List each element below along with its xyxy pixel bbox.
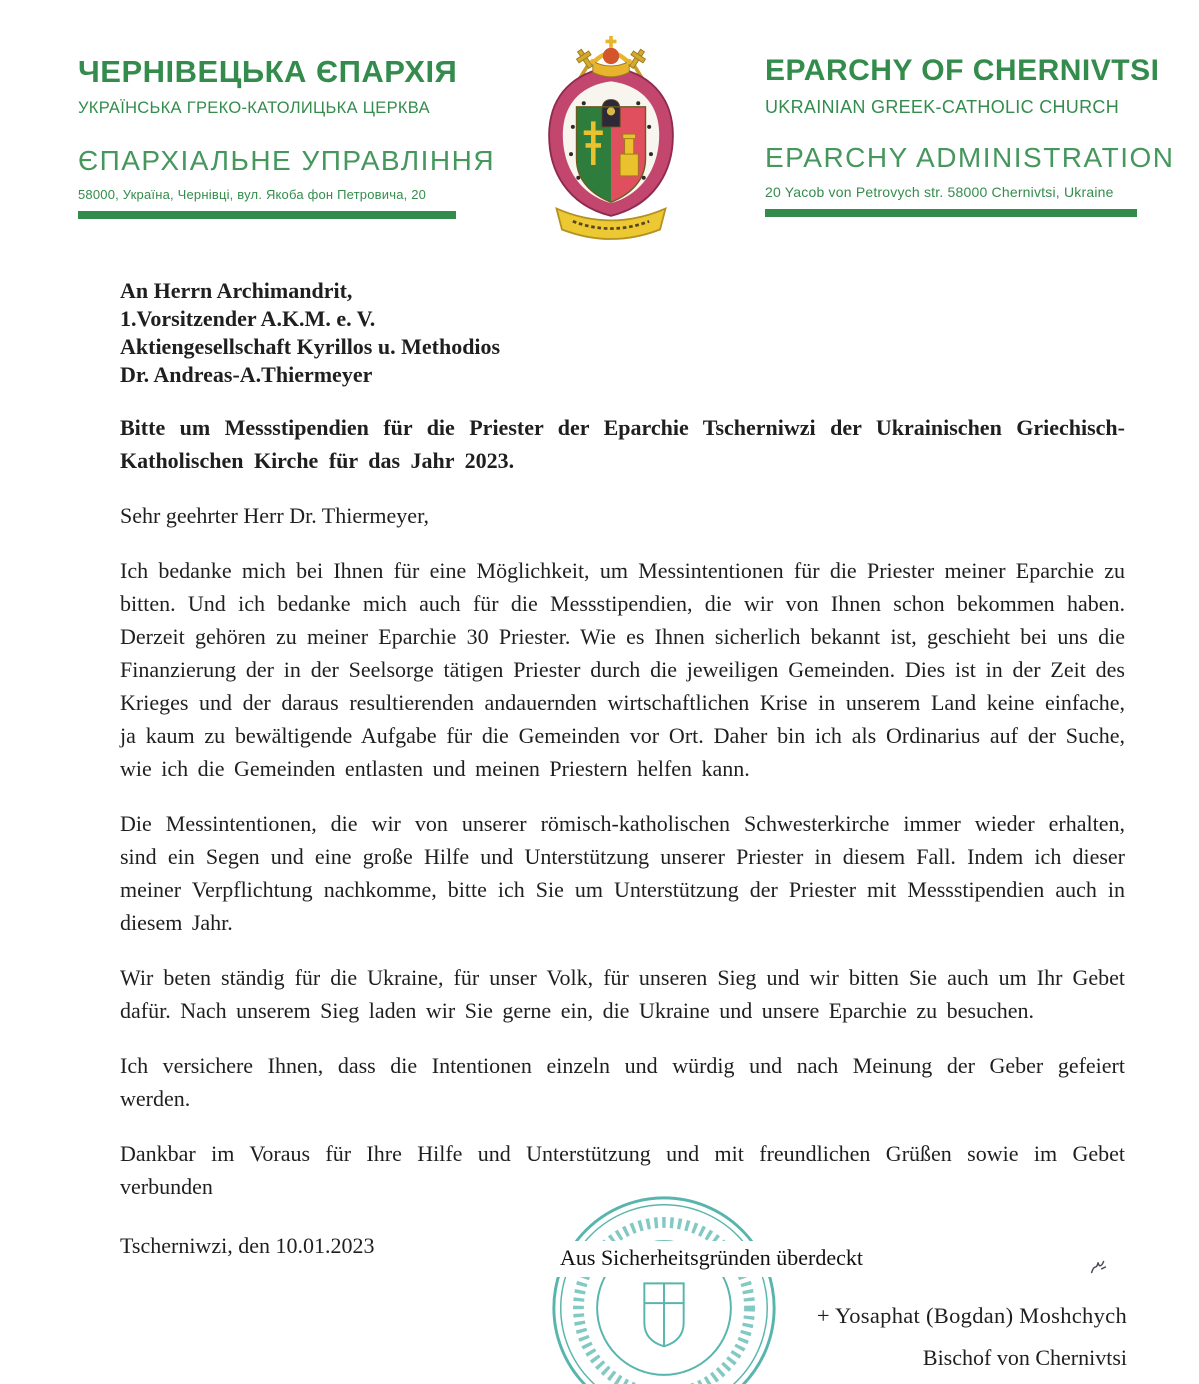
body-paragraph: Wir beten ständig für die Ukraine, für unser Volk, für unseren Sieg und wir bitten Sie auch um Ihr Gebet dafür. Nach unserem Sieg laden wir Sie gerne ein, die Ukraine und unsere Eparchie zu besuchen. <box>120 965 1125 1023</box>
administration-en: EPARCHY ADMINISTRATION <box>765 142 1175 173</box>
address-en: 20 Yacob von Petrovych str. 58000 Chernivtsi, Ukraine <box>765 184 1114 200</box>
recipient-line: Aktiengesellschaft Kyrillos u. Methodios <box>120 334 501 359</box>
green-divider-right <box>765 209 1137 217</box>
eparchy-title-uk: ЧЕРНІВЕЦЬКА ЄПАРХІЯ <box>78 54 458 89</box>
recipient-line: Dr. Andreas-A.Thiermeyer <box>120 362 373 387</box>
place-date: Tscherniwzi, den 10.01.2023 <box>120 1233 375 1258</box>
letterhead <box>0 0 1199 259</box>
church-subtitle-en: UKRAINIAN GREEK-CATHOLIC CHURCH <box>765 97 1119 117</box>
eparchy-title-en: EPARCHY OF CHERNIVTSI <box>765 54 1160 87</box>
subject-line: Bitte um Messstipendien für die Priester der Eparchie Tscherniwzi der Ukrainischen Griechisch-Katholischen Kirche für das Jahr 2023. <box>120 415 1125 473</box>
signature-name: + Yosaphat (Bogdan) Moshchych <box>816 1303 1127 1328</box>
handwritten-mark <box>1088 1256 1110 1283</box>
signature-title: Bischof von Chernivtsi <box>922 1345 1127 1370</box>
recipient-line: An Herrn Archimandrit, <box>120 278 353 303</box>
body-paragraph: Die Messintentionen, die wir von unserer römisch-katholischen Schwesterkirche immer wieder erhalten, sind ein Segen und eine große Hilfe und Unterstützung unserer Priester in diesem Fall. Indem ich dieser meiner Verpflichtung nachkomme, bitte ich Sie um Unterstützung der Priester mit Messstipendien auch in diesem Jahr. <box>120 811 1125 935</box>
church-subtitle-uk: УКРАЇНСЬКА ГРЕКО-КАТОЛИЦЬКА ЦЕРКВА <box>78 99 430 117</box>
green-divider-left <box>78 211 456 219</box>
body-paragraph: Ich versichere Ihnen, dass die Intentionen einzeln und würdig und nach Meinung der Geber gefeiert werden. <box>120 1053 1125 1111</box>
recipient-block <box>120 277 1125 389</box>
coat-of-arms-icon <box>520 36 702 259</box>
body-paragraph: Dankbar im Voraus für Ihre Hilfe und Unterstützung und mit freundlichen Grüßen sowie im Gebet verbunden <box>120 1141 1125 1199</box>
letterhead-english <box>765 40 1175 217</box>
letter-body <box>0 259 1199 1262</box>
signature-block <box>817 1303 1127 1371</box>
recipient-line: 1.Vorsitzender A.K.M. e. V. <box>120 306 376 331</box>
body-paragraph: Ich bedanke mich bei Ihnen für eine Möglichkeit, um Messintentionen für die Priester meiner Eparchie zu bitten. Und ich bedanke mich auch für die Messstipendien, die wir von Ihnen schon bekommen haben. Derzeit gehören zu meiner Eparchie 30 Priester. Wie es Ihnen sicherlich bekannt ist, geschieht bei uns die Finanzierung der in der Seelsorge tätigen Priester durch die jeweiligen Gemeinden. Dies ist in der Zeit des Krieges und der daraus resultierenden andauernden wirtschaftlichen Krise in unserem Land keine einfache, ja kaum zu bewältigende Aufgabe für die Gemeinden vor Ort. Daher bin ich als Ordinarius auf der Suche, wie ich die Gemeinden entlasten und meinen Priestern helfen kann. <box>120 558 1125 781</box>
administration-uk: ЄПАРХІАЛЬНЕ УПРАВЛІННЯ <box>78 145 496 176</box>
salutation: Sehr geehrter Herr Dr. Thiermeyer, <box>120 503 430 528</box>
privacy-cover-note: Aus Sicherheitsgründen überdeckt <box>548 1241 875 1277</box>
letterhead-ukrainian <box>78 40 496 219</box>
address-uk: 58000, Україна, Чернівці, вул. Якоба фон Петровича, 20 <box>78 187 427 202</box>
